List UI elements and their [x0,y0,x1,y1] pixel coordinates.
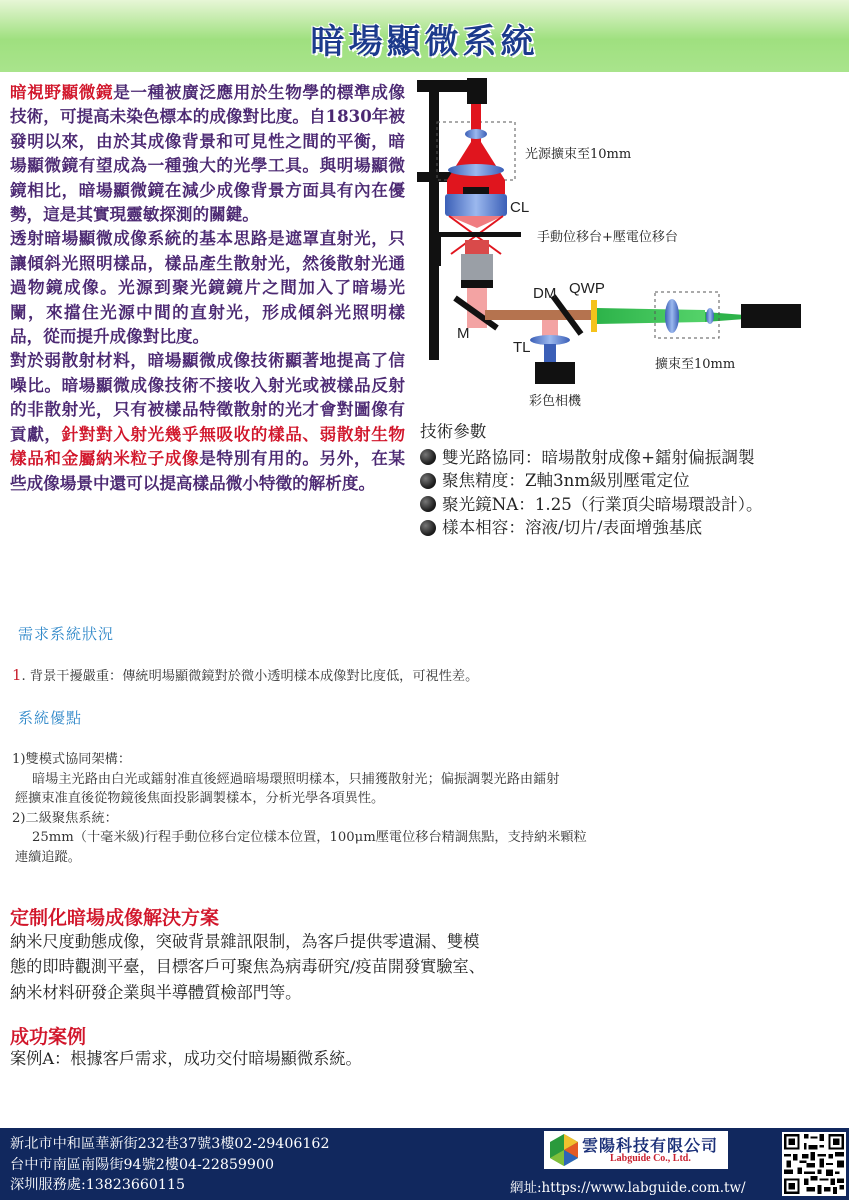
objective-body [461,254,493,282]
intro-paragraph-2: 透射暗場顯微成像系統的基本思路是遮罩直射光，只讓傾斜光照明樣品，樣品產生散射光，然後散射光通過物鏡成像。光源到聚光鏡鏡片之間加入了暗場光闌，來擋住光源中間的直射光，形成傾斜光照明樣品，從而提升成像對比度。 [10,228,405,347]
adv-line: 2)二級聚焦系統： [12,810,118,826]
needs-text: 1. 背景干擾嚴重：傳統明場顯微鏡對於微小透明樣本成像對比度低，可視性差。 [12,666,479,684]
objective-mount [461,280,493,288]
frame-lamp-block [467,78,487,104]
source-lens-2 [448,164,504,176]
logo-hexagon-icon [547,1133,581,1167]
address-line: 台中市南區南陽街94號2樓04-22859900 [10,1156,275,1173]
bullet-icon [420,473,436,489]
tech-item: 雙光路協同：暗場散射成像+鐳射偏振調製 [420,446,845,470]
address-line: 深圳服務處:13823660115 [10,1177,186,1193]
adv-line: 暗場主光路由白光或鐳射准直後經過暗場環照明樣本，只捕獲散射光；偏振調製光路由鐳射 [32,771,560,787]
intro-p1-rest: 是一種被廣泛應用於生物學的標準成像技術，可提高未染色標本的成像對比度。自1830年被發明以來，由於其成像背景和可見性之間的平衡，暗場顯微鏡有望成為一種強大的光學工具。與明場顯微鏡相比，暗場顯微鏡在減少成像背景方面具有內在優勢，這是其實現靈敏探測的關鍵。 [10,82,406,225]
logo-english-name: Labguide Co., Ltd. [610,1153,691,1164]
logo-company-name: 雲陽科技有限公司 [582,1136,719,1155]
label-stage: 手動位移台+壓電位移台 [537,230,678,245]
page-title: 暗場顯微系統 [310,22,539,62]
company-logo [544,1131,728,1169]
intro-p3-highlight: 針對對入射光幾乎無吸收的樣品、弱散射生物樣品和金屬納米粒子成像 [10,423,406,469]
intro-paragraph-1 [10,80,405,226]
solution-title: 定制化暗場成像解決方案 [10,908,220,929]
intro-p3-b: 是特別有用的。另外，在某些成像場景中還可以提高樣品微小特徵的解析度。 [10,448,405,493]
expander-lens-1 [665,299,679,333]
address-line: 新北市中和區華新街232巷37號3樓02-29406162 [10,1136,330,1152]
adv-line: 25mm（十毫米級)行程手動位移台定位樣本位置，100μm壓電位移台精調焦點，支持納米顆粒 [32,830,587,846]
laser-source [741,304,801,328]
bullet-icon [420,496,436,512]
page-header [0,0,849,72]
color-camera [535,362,575,384]
intro-lead-term: 暗視野顯微鏡 [10,82,114,102]
mixed-beam [485,310,593,320]
objective-top [465,240,489,254]
footer-addresses [10,1134,329,1196]
adv-line: 1)雙模式協同架構： [12,752,132,767]
label-tl: TL [513,339,531,356]
green-beam [597,308,705,324]
page-footer [0,1128,849,1200]
adv-line: 經擴束准直後從物鏡後焦面投影調製樣本，分析光學各項異性。 [15,791,385,807]
advantages-title: 系統優點 [18,709,83,727]
label-m: M [457,325,470,342]
tech-heading: 技術參數 [420,422,487,441]
tech-item: 樣本相容：溶液/切片/表面增強基底 [420,516,845,540]
label-dm: DM [533,285,557,302]
tech-item: 聚焦精度：Z軸3nm級別壓電定位 [420,469,845,493]
dark-stop [463,187,489,195]
tech-params [420,420,845,540]
advantages-text [12,750,832,868]
stage-post [435,232,441,266]
optical-setup-diagram [405,76,849,416]
label-expand: 擴束至10mm [655,357,736,372]
quarter-wave-plate [591,300,597,332]
label-qwp: QWP [569,280,605,297]
cases-text: 案例A：根據客戶需求，成功交付暗場顯微系統。 [10,1049,362,1068]
tl-beam [544,344,556,364]
needs-title: 需求系統狀況 [18,625,115,643]
needs-number: 1 [12,666,22,684]
stage-bar [435,232,521,237]
condenser-lens [445,194,507,216]
source-lens-1 [465,129,487,139]
label-camera: 彩色相機 [529,394,582,409]
cases-title: 成功案例 [10,1027,87,1048]
expander-lens-2 [706,308,714,324]
intro-text [10,80,405,495]
label-source: 光源擴束至10mm [525,147,632,162]
tech-item: 聚光鏡NA：1.25（行業頂尖暗場環設計）。 [420,493,845,517]
bullet-icon [420,520,436,536]
intro-paragraph-3 [10,348,405,494]
label-cl: CL [510,199,530,216]
website-link[interactable]: 網址:https://www.labguide.com.tw/ [510,1180,746,1196]
solution-text: 納米尺度動態成像，突破背景雜訊限制，為客戶提供零遺漏、雙模 態的即時觀測平臺，目標客戶可聚焦為病毒研究/疫苗開發實驗室、 納米材料研發企業與半導體質檢部門等。 [10,932,485,1002]
adv-line: 連續追蹤。 [15,849,81,865]
intro-p3-a: 對於弱散射材料，暗場顯微成像技術顯著地提高了信噪比。暗場顯微成像技術不接收入射光或被樣品反射的非散射光，只有被樣品特徵散射的光才會對圖像有貢獻， [10,350,405,444]
qr-code-icon[interactable] [782,1132,846,1196]
tube-lens [530,335,570,345]
bullet-icon [420,449,436,465]
